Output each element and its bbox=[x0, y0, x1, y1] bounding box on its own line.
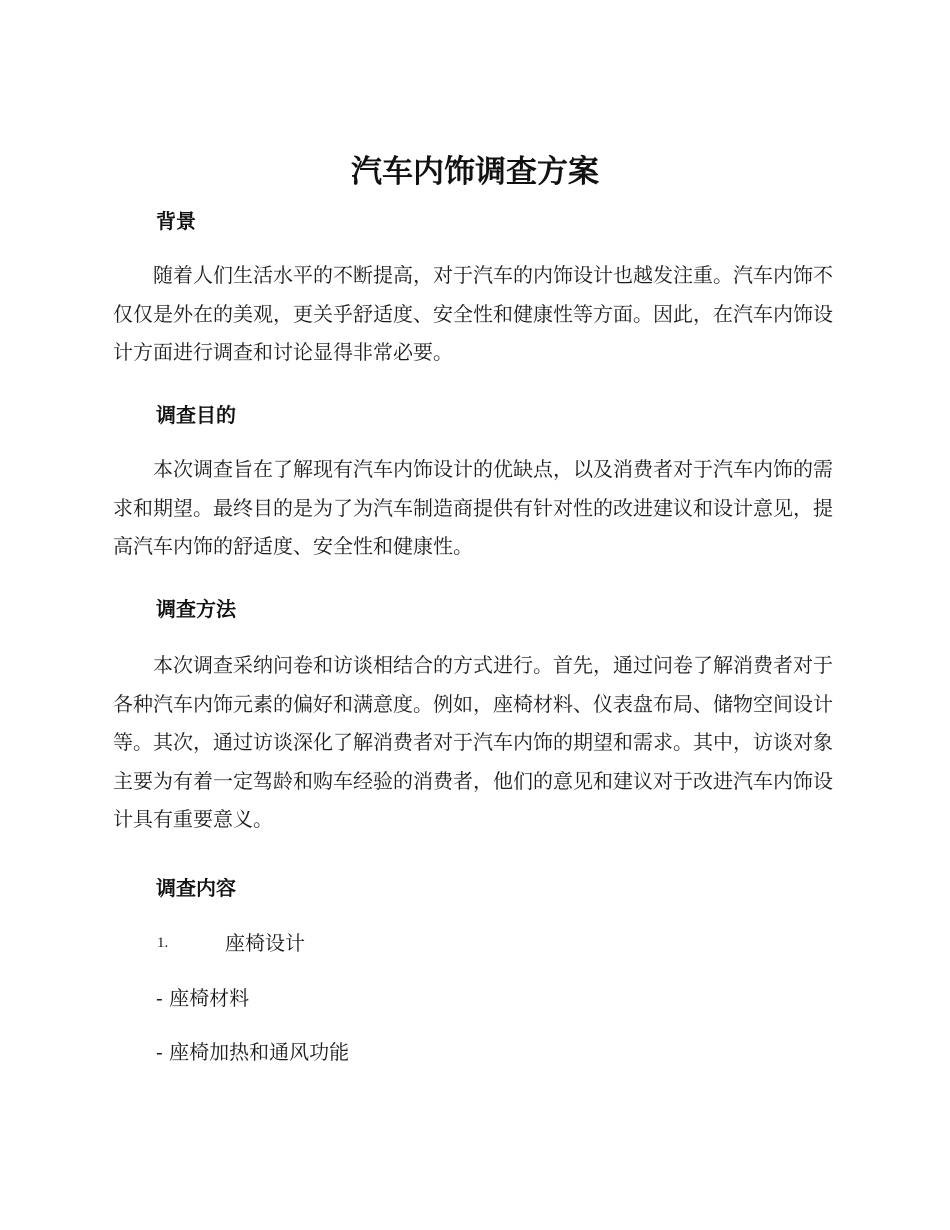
section-heading-purpose: 调查目的 bbox=[156, 403, 236, 427]
sub-list-item: - 座椅材料 bbox=[156, 986, 250, 1010]
list-item-number: 1. bbox=[157, 935, 169, 951]
section-paragraph-background: 随着人们生活水平的不断提高，对于汽车的内饰设计也越发注重。汽车内饰不仅仅是外在的美观，更关乎舒适度、安全性和健康性等方面。因此，在汽车内饰设计方面进行调查和讨论显得非常必要。 bbox=[113, 263, 833, 364]
document-title: 汽车内饰调查方案 bbox=[351, 154, 599, 190]
section-paragraph-method: 本次调查采纳问卷和访谈相结合的方式进行。首先，通过问卷了解消费者对于各种汽车内饰元素的偏好和满意度。例如，座椅材料、仪表盘布局、储物空间设计等。其次，通过访谈深化了解消费者对于汽车内饰的期望和需求。其中，访谈对象主要为有着一定驾龄和购车经验的消费者，他们的意见和建议对于改进汽车内饰设计具有重要意义。 bbox=[113, 653, 833, 831]
list-item-label: 座椅设计 bbox=[225, 931, 305, 955]
section-heading-method: 调查方法 bbox=[156, 597, 236, 621]
section-heading-background: 背景 bbox=[156, 209, 196, 233]
list-item bbox=[0, 928, 950, 958]
section-paragraph-purpose: 本次调查旨在了解现有汽车内饰设计的优缺点，以及消费者对于汽车内饰的需求和期望。最终目的是为了为汽车制造商提供有针对性的改进建议和设计意见，提高汽车内饰的舒适度、安全性和健康性。 bbox=[113, 457, 833, 558]
section-heading-content: 调查内容 bbox=[156, 876, 236, 900]
sub-list-item: - 座椅加热和通风功能 bbox=[156, 1040, 350, 1064]
